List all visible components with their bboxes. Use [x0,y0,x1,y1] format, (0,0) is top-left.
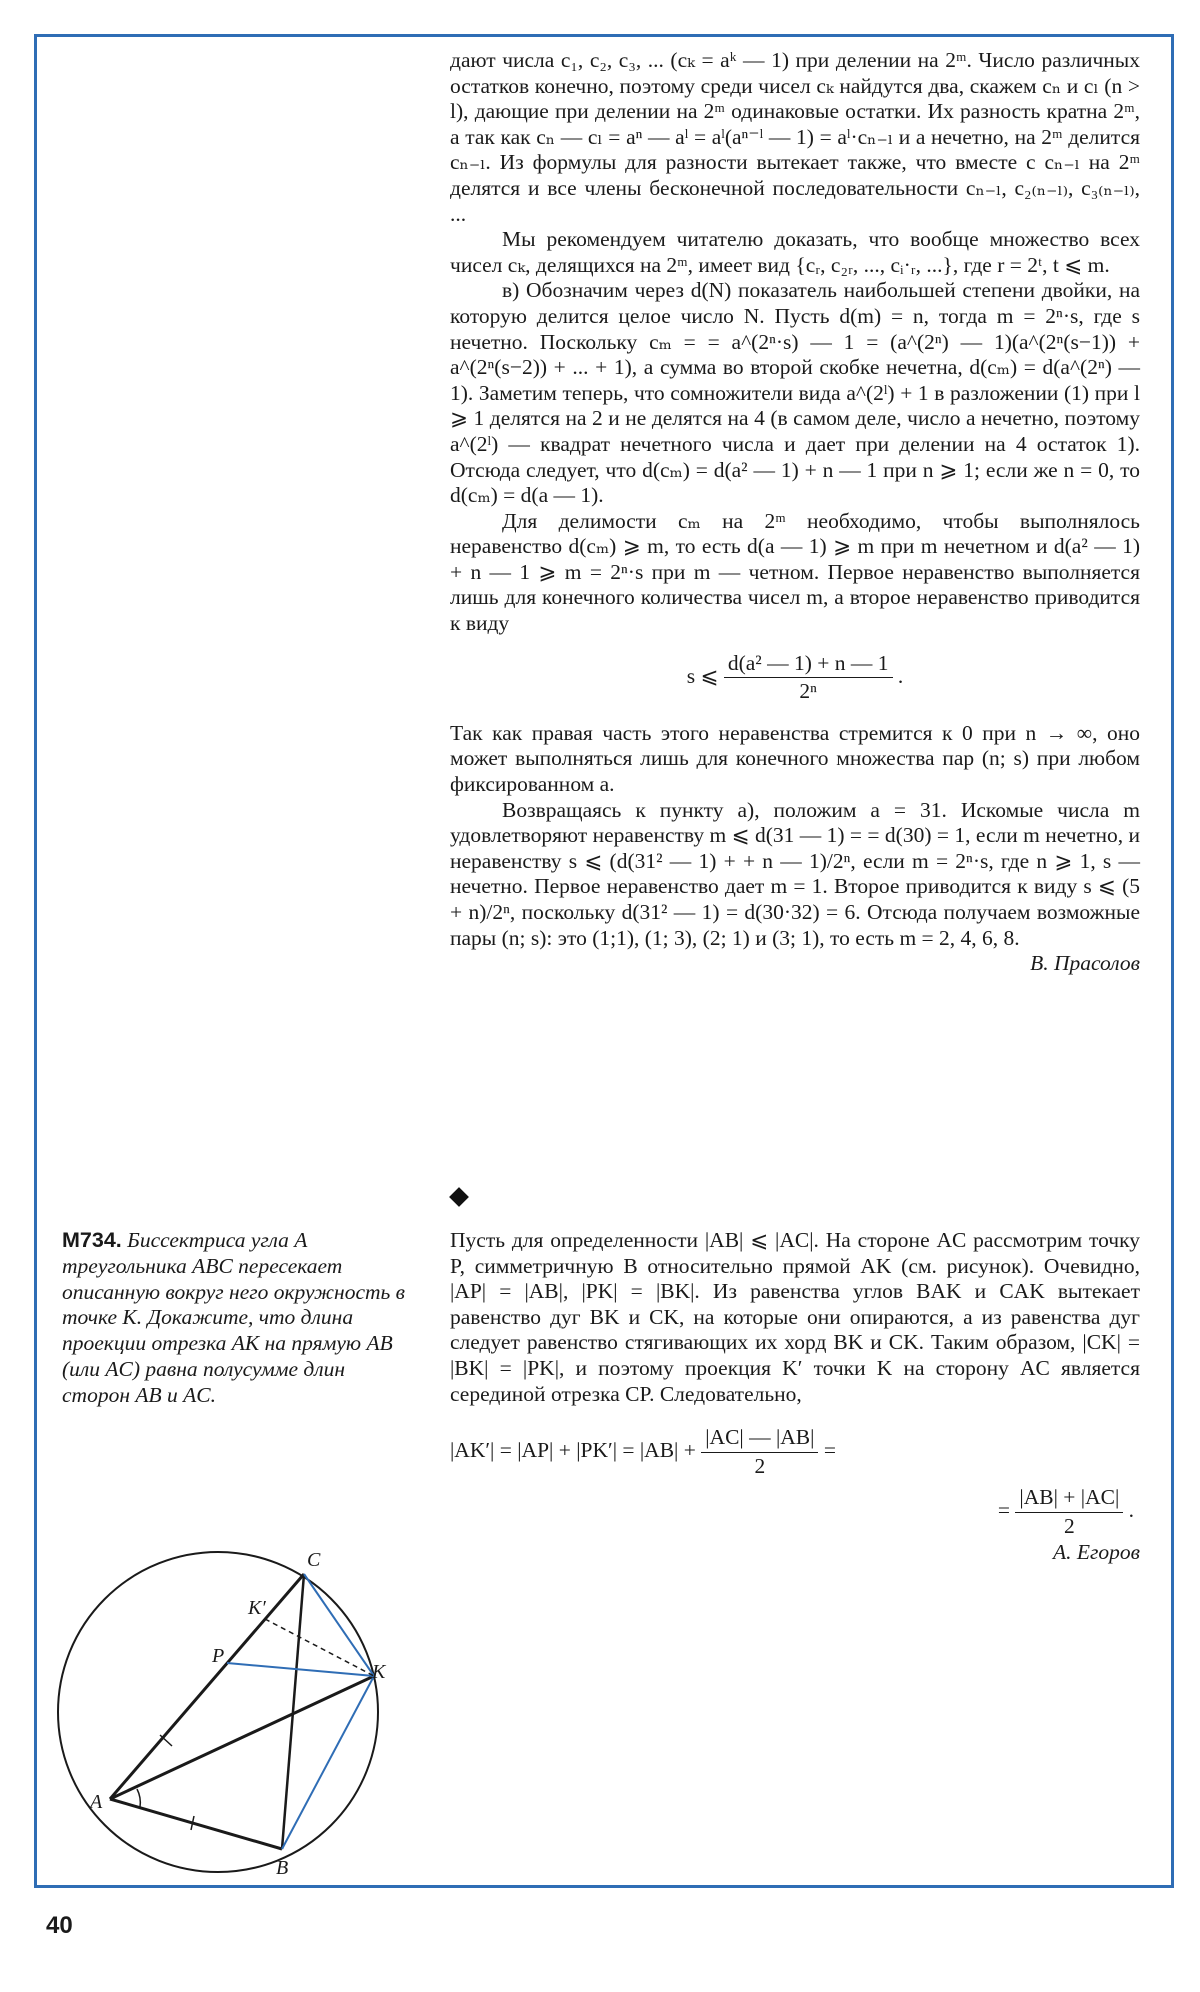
label-b: B [276,1857,289,1875]
angle-arc [137,1789,140,1807]
chord-ck [304,1574,374,1676]
label-c: C [307,1549,321,1571]
solution-paragraph: Пусть для определенности |AB| ⩽ |AC|. На стороне AC рассмотрим точку P, симметричную B относительно прямой AK (см. рисунок). Очевидно, |AP| = |AB|, |PK| = |BK|. Из равенства углов BAK и CAK вытекает равенство дуг BK и CK, на которые они опираются, а из равенства дуг следует равенство стягивающих их хорд BK и CK. Таким образом, |CK| = |BK| = |PK|, и поэтому проекция K′ точки K на сторону AC является серединой отрезка CP. Следовательно, [450,1228,1140,1406]
author-egorov: А. Егоров [1053,1539,1140,1564]
eq1-lhs: |AK′| = |AP| + |PK′| = |AB| + [450,1438,696,1463]
author-prasolov: В. Прасолов [1030,951,1140,976]
eq2-fraction [1015,1485,1123,1539]
paragraph-4: Для делимости cₘ на 2ᵐ необходимо, чтобы выполнялось неравенство d(cₘ) ⩾ m, то есть d(a — 1) ⩾ m при m нечетном и d(a² — 1) + n — 1 ⩾ m = 2ⁿ·s при m — четном. Первое неравенство выполняется лишь для конечного количества чисел m, а второе неравенство приводится к виду [450,508,1140,636]
eq2-denominator: 2 [1063,1513,1075,1538]
eq1-denominator: 2 [754,1453,766,1478]
formula-lhs: s ⩽ [686,663,719,688]
label-a: A [90,1791,103,1813]
problem-statement [62,1228,412,1409]
label-k: K [372,1661,386,1683]
formula-fraction [724,651,893,705]
problem-text: Биссектриса угла A треугольника ABC пересекает описанную вокруг него окружность в точке K. Докажите, что длина проекции отрезка AK на прямую AB (или AC) равна полусумме длин сторон AB и AC. [62,1228,406,1407]
eq2-numerator: |AB| + |AC| [1015,1485,1123,1513]
label-p: P [212,1645,225,1667]
problem-id: М734. [62,1228,122,1252]
side-ac [110,1574,304,1799]
chord-bk [282,1676,374,1849]
page-number: 40 [46,1912,73,1939]
eq2-end: . [1128,1498,1134,1523]
paragraph-6: Возвращаясь к пункту а), положим a = 31. Искомые числа m удовлетворяют неравенству m ⩽ d(31 — 1) = = d(30) = 1, если m нечетно, и неравенству s ⩽ (d(31² — 1) + + n — 1)/2ⁿ, если m = 2ⁿ·s, где n ⩾ 1, s — нечетно. Первое неравенство дает m = 1. Второе приводится к виду s ⩽ (5 + n)/2ⁿ, поскольку d(31² — 1) = d(30·32) = 6. Отсюда получаем возможные пары (n; s): это (1;1), (1; 3), (2; 1) и (3; 1), то есть m = 2, 4, 6, 8. [450,797,1140,950]
solution-equation-1 [450,1425,1140,1479]
eq1-end: = [823,1438,836,1463]
paragraph-2: Мы рекомендуем читателю доказать, что вообще множество всех чисел cₖ, делящихся на 2ᵐ, имеет вид {cᵣ, c₂ᵣ, ..., cᵢ·ᵣ, ...}, где r = 2ᵗ, t ⩽ m. [450,227,1140,277]
eq1-numerator: |AC| — |AB| [701,1425,818,1453]
segment-pk [227,1663,374,1676]
eq1-fraction [701,1425,818,1479]
geometry-figure [48,1540,388,1875]
side-ab [110,1799,282,1849]
paragraph-1: дают числа c₁, c₂, c₃, ... (cₖ = aᵏ — 1) при делении на 2ᵐ. Число различных остатков конечно, поэтому среди чисел cₖ найдутся два, скажем cₙ и cₗ (n > l), дающие при делении на 2ᵐ одинаковые остатки. Их разность кратна 2ᵐ, а так как cₙ — cₗ = aⁿ — aˡ = aˡ(aⁿ⁻ˡ — 1) = aˡ·cₙ₋ₗ и a нечетно, на 2ᵐ делится cₙ₋ₗ. Из формулы для разности вытекает также, что вместе с cₙ₋ₗ на 2ᵐ делятся и все члены бесконечной последовательности cₙ₋ₗ, c₂₍ₙ₋ₗ₎, c₃₍ₙ₋ₗ₎, ... [450,48,1140,226]
solution-text [450,1228,1140,1565]
inequality-formula: s ⩽ $\frac{\text{d(a² — 1) + n — 1}}{\text{2ⁿ}}$ . [686,650,904,704]
continuation-text [450,48,1140,977]
formula-denominator: 2ⁿ [799,679,817,704]
label-k-prime: K′ [248,1597,266,1619]
bisector-ak [110,1676,374,1799]
circumcircle [58,1552,378,1872]
paragraph-5: Так как правая часть этого неравенства стремится к 0 при n → ∞, оно может выполняться лишь для конечного множества пар (n; s) при любом фиксированном a. [450,720,1140,797]
solution-equation-2 [450,1485,1140,1539]
paragraph-3: в) Обозначим через d(N) показатель наибольшей степени двойки, на которую делится целое число N. Пусть d(m) = n, тогда m = 2ⁿ·s, где s нечетно. Поскольку cₘ = = a^(2ⁿ·s) — 1 = (a^(2ⁿ) — 1)(a^(2ⁿ(s−1)) + a^(2ⁿ(s−2)) + ... + 1), а сумма во второй скобке нечетна, d(cₘ) = d(a^(2ⁿ) — 1). Заметим теперь, что сомножители вида a^(2ˡ) + 1 в разложении (1) при l ⩾ 1 делятся на 2 и не делятся на 4 (в самом деле, число a нечетно, поэтому a^(2ˡ) — квадрат нечетного числа и дает при делении на 4 остаток 1). Отсюда следует, что d(cₘ) = d(a² — 1) + n — 1 при n ⩾ 1; если же n = 0, то d(cₘ) = d(a — 1). [450,278,1140,508]
formula-numerator: d(a² — 1) + n — 1 [724,651,893,679]
eq2-lhs: = [997,1498,1011,1523]
